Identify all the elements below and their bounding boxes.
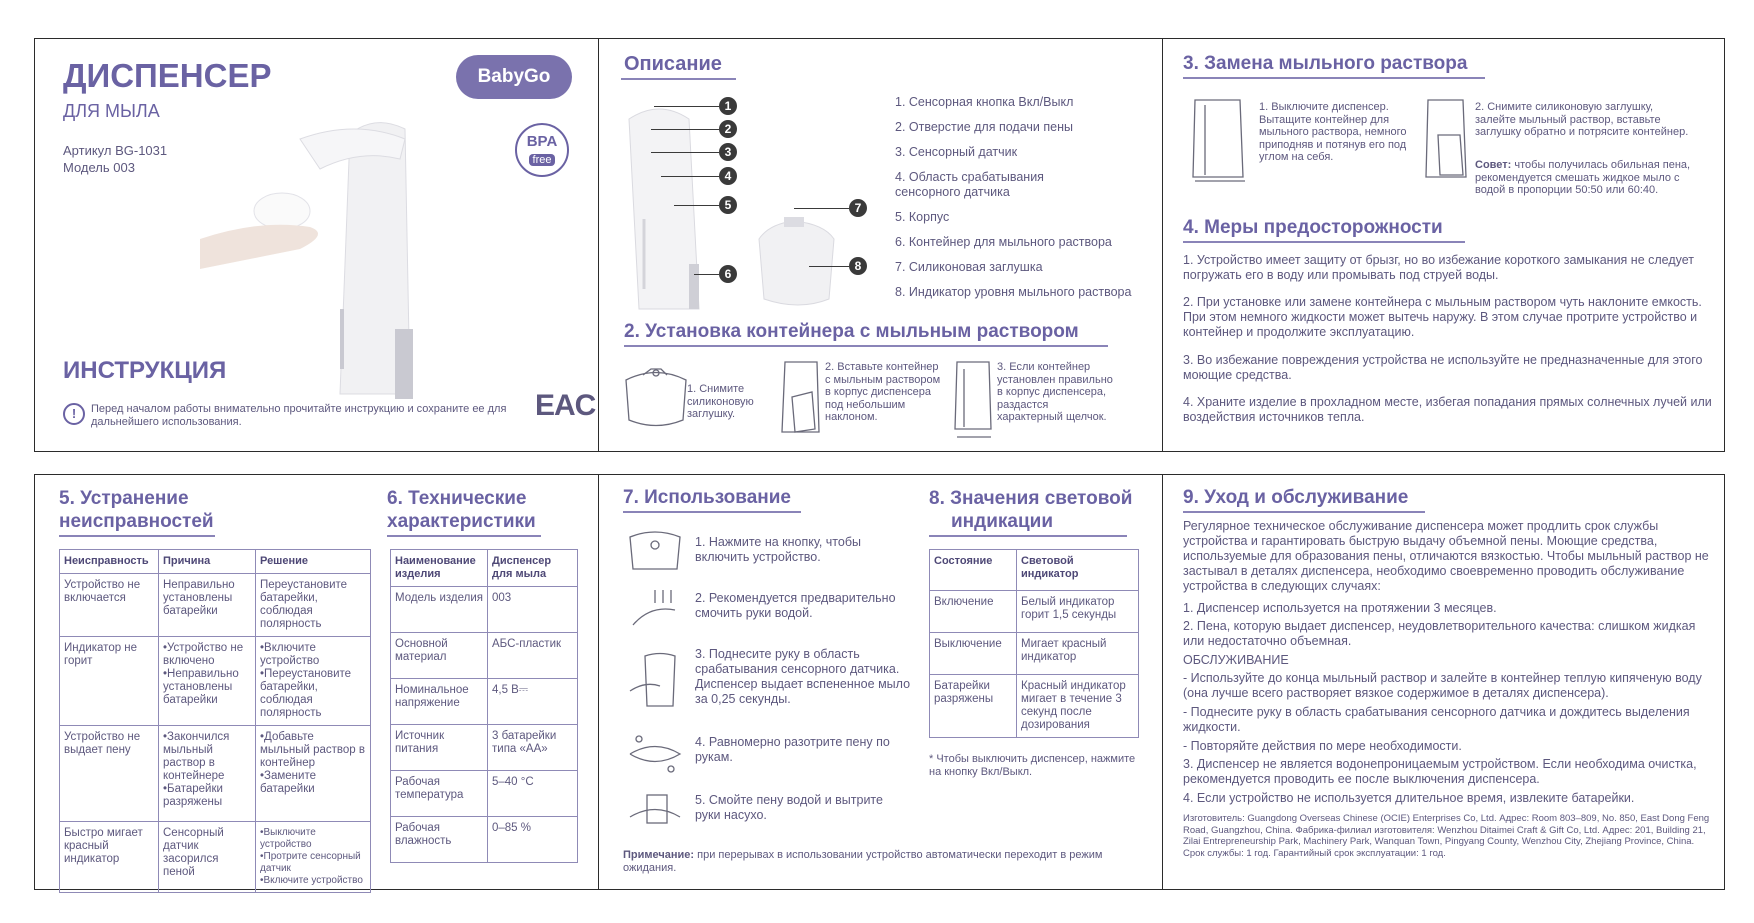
callout-2: 2 [719, 120, 737, 138]
ind-col-light: Световой индикатор [1017, 550, 1139, 591]
troubleshooting-title-line2: неисправностей [59, 511, 214, 532]
leader-2 [651, 129, 719, 130]
service-step-2: - Поднесите руку в область срабатывания сенсорного датчика и дождитесь выделения жидкости. [1183, 705, 1690, 734]
description-title [624, 53, 736, 80]
install-underline [624, 345, 1108, 347]
specs-underline [387, 535, 541, 537]
safety-4: 4. Храните изделие в прохладном месте, избегая попадания прямых солнечных лучей или воздействия источников тепла. [1183, 395, 1712, 424]
callout-6: 6 [719, 265, 737, 283]
care-panel [1162, 474, 1725, 890]
troubleshooting-table [59, 549, 371, 893]
cell: АБС-пластик [488, 633, 578, 679]
cell: Рабочая температура [391, 771, 488, 817]
eac-mark: EAC [535, 389, 596, 422]
safety-3: 3. Во избежание повреждения устройства не используйте не предназначенные для этого моющие средства. [1183, 353, 1703, 382]
specs-title-line1: 6. Технические [387, 488, 527, 509]
manufacturer-info: Изготовитель: Guangdong Overseas Chinese (OCIE) Enterprises Co, Ltd. Адрес: Room 803–809, No. 850, East Dong Feng Road, Guangzhou, China. Фабрика-филиал изготовителя: Wenzhou Ditaimei Craft & Gift Co, Ltd. Адрес: 201, Building 21, Zilai Entrepreneurship Park, Machinery Park, Wanquan Town, Pingyang County, Wenzhou City, Zhejiang Province, China. Срок службы: 1 год. Гарантийный срок эксплуатации: 1 год. [1183, 813, 1710, 859]
replacement-tip [1475, 159, 1695, 197]
usage-title [623, 487, 801, 513]
usage-title-text: 7. Использование [623, 487, 792, 508]
warning-icon: ! [63, 403, 85, 425]
table-row [930, 675, 1139, 738]
care-intro: Регулярное техническое обслуживание диспенсера может продлить срок службы устройства и гарантировать быструю выдачу объемной пены. Моющие средства, используемые для образования пены, отличаются вязкостью. Чтобы мыльный раствор не застывал в деталях диспенсера, необходимо своевременно проводить обслуживание устройства в следующих случаях: [1183, 519, 1709, 593]
part-8: 8. Индикатор уровня мыльного раствора [895, 285, 1132, 299]
usage-step3-illustration [625, 651, 685, 711]
callout-5: 5 [719, 196, 737, 214]
replacement-underline [1183, 77, 1485, 79]
service-label: ОБСЛУЖИВАНИЕ [1183, 653, 1289, 667]
indicator-note: * Чтобы выключить диспенсер, нажмите на кнопку Вкл/Выкл. [929, 753, 1136, 778]
spec-col-name: Наименование изделия [391, 550, 488, 587]
cell: Мигает красный индикатор [1017, 633, 1139, 675]
cell: Номинальное напряжение [391, 679, 488, 725]
bpa-free-badge [515, 123, 569, 177]
install-step3-illustration [949, 357, 999, 441]
indicator-title-line1: 8. Значения световой [929, 488, 1133, 509]
install-step1-illustration [621, 365, 691, 433]
usage-step4: 4. Равномерно разотрите пену по рукам. [695, 735, 890, 764]
replacement-step2: 2. Снимите силиконовую заглушку, залейте мыльный раствор, вставьте заглушку обратно и потрясите контейнер. [1475, 101, 1689, 138]
usage-step4-illustration [625, 729, 685, 779]
care-point-3: 3. Диспенсер не является водонепроницаемым устройством. Если необходима очистка, рекомендуется проводить ее после выключения диспенсера. [1183, 757, 1697, 786]
col-solution: Решение [256, 550, 371, 574]
usage-step2-illustration [625, 585, 685, 635]
tip-text: чтобы получилась обильная пена, рекомендуется смешать жидкое мыло с водой в пропорции 50:50 или 60:40. [1475, 159, 1691, 196]
product-title: ДИСПЕНСЕР [63, 57, 272, 94]
leader-4 [661, 176, 719, 177]
article-number: Артикул BG-1031 [63, 143, 168, 158]
callout-4: 4 [719, 167, 737, 185]
cell: Источник питания [391, 725, 488, 771]
cell: •Закончился мыльный раствор в контейнере •Батарейки разряжены [159, 726, 256, 822]
cell: 3 батарейки типа «AA» [488, 725, 578, 771]
description-panel [598, 38, 1163, 452]
dispenser-diagram [619, 99, 859, 349]
cell: Белый индикатор горит 1,5 секунды [1017, 591, 1139, 633]
callout-8: 8 [849, 257, 867, 275]
indicator-underline [929, 535, 1127, 537]
cell: 0–85 % [488, 817, 578, 863]
cell: •Включите устройство •Переустановите батарейки, соблюдая полярность [256, 637, 371, 726]
specs-title-line2: характеристики [387, 511, 536, 532]
table-row [60, 574, 371, 637]
usage-step2: 2. Рекомендуется предварительно смочить руки водой. [695, 591, 896, 620]
cell: •Устройство не включено •Неправильно установлены батарейки [159, 637, 256, 726]
part-4: 4. Область срабатывания сенсорного датчика [895, 170, 1044, 199]
install-step2: 2. Вставьте контейнер с мыльным раствором в корпус диспенсера под небольшим наклоном. [825, 361, 941, 423]
install-title [624, 321, 1108, 347]
usage-step5: 5. Смойте пену водой и вытрите руки насухо. [695, 793, 883, 822]
cell: •Добавьте мыльный раствор в контейнер •Замените батарейки [256, 726, 371, 822]
care-underline [1183, 511, 1425, 513]
safety-title-text: 4. Меры предосторожности [1183, 217, 1443, 238]
install-step3: 3. Если контейнер установлен правильно в корпус диспенсера, раздастся характерный щелчок. [997, 361, 1113, 423]
cover-panel [34, 38, 599, 452]
callout-3: 3 [719, 143, 737, 161]
usage-step1: 1. Нажмите на кнопку, чтобы включить устройство. [695, 535, 861, 564]
service-step-1: - Используйте до конца мыльный раствор и залейте в контейнер теплую кипяченую воду (она лучше всего растворяет вязкое содержимое в деталях диспенсера). [1183, 671, 1702, 700]
part-3: 3. Сенсорный датчик [895, 145, 1018, 159]
install-step2-illustration [777, 357, 827, 437]
troubleshooting-panel [34, 474, 599, 890]
table-row [60, 726, 371, 822]
table-row [60, 637, 371, 726]
cell: Рабочая влажность [391, 817, 488, 863]
description-title-text: Описание [624, 53, 722, 75]
title-underline [621, 78, 736, 80]
instructions-title: ИНСТРУКЦИЯ [63, 357, 227, 384]
usage-underline [623, 511, 801, 513]
indicator-title [929, 487, 1132, 537]
cell: Неправильно установлены батарейки [159, 574, 256, 637]
cell: Основной материал [391, 633, 488, 679]
callout-1: 1 [719, 97, 737, 115]
leader-3 [651, 152, 719, 153]
table-row [391, 679, 578, 725]
specs-table [390, 549, 578, 863]
replacement-step1: 1. Выключите диспенсер. Вытащите контейнер для мыльного раствора, немного приподняв и потянув его под углом на себя. [1259, 101, 1407, 163]
usage-step1-illustration [625, 529, 685, 575]
tip-label: Совет: [1475, 159, 1512, 171]
note-label: Примечание: [623, 849, 695, 861]
cell: Устройство не включается [60, 574, 159, 637]
part-1: 1. Сенсорная кнопка Вкл/Выкл [895, 95, 1074, 109]
bpa-bottom: free [529, 154, 556, 166]
replacement-panel [1162, 38, 1725, 452]
care-title-text: 9. Уход и обслуживание [1183, 487, 1409, 508]
cell: Устройство не выдает пену [60, 726, 159, 822]
logo-text: BabyGo [477, 66, 551, 87]
troubleshooting-title-line1: 5. Устранение [59, 488, 189, 509]
babygo-logo [456, 55, 572, 99]
cell: Быстро мигает красный индикатор [60, 822, 159, 893]
replacement-title [1183, 53, 1485, 79]
install-title-text: 2. Установка контейнера с мыльным раствором [624, 321, 1079, 342]
note-text: при перерывах в использовании устройство автоматически переходит в режим ожидания. [623, 849, 1103, 874]
warning-text: Перед началом работы внимательно прочитайте инструкцию и сохраните ее для дальнейшего использования. [91, 403, 507, 428]
cell: Включение [930, 591, 1017, 633]
callout-7: 7 [849, 199, 867, 217]
usage-note [623, 849, 1133, 874]
part-5: 5. Корпус [895, 210, 950, 224]
leader-1 [654, 106, 719, 107]
part-6: 6. Контейнер для мыльного раствора [895, 235, 1112, 249]
leader-6 [694, 274, 719, 275]
part-7: 7. Силиконовая заглушка [895, 260, 1043, 274]
usage-step3: 3. Поднесите руку в область срабатывания сенсорного датчика. Диспенсер выдает вспененное мыло за 0,25 секунды. [695, 647, 911, 706]
care-case-2: 2. Пена, которую выдает диспенсер, неудовлетворительного качества: слишком жидкая или недостаточно объемная. [1183, 619, 1696, 648]
safety-underline [1183, 241, 1465, 243]
indicator-header-row [930, 550, 1139, 591]
table-header-row [60, 550, 371, 574]
table-row [391, 817, 578, 863]
service-step-3: - Повторяйте действия по мере необходимости. [1183, 739, 1462, 753]
model-number: Модель 003 [63, 160, 135, 175]
install-step1: 1. Снимите силиконовую заглушку. [687, 383, 754, 420]
safety-1: 1. Устройство имеет защиту от брызг, но во избежание короткого замыкания не следует погружать его в воду или промывать под струей воды. [1183, 253, 1695, 282]
leader-8 [809, 266, 849, 267]
care-title [1183, 487, 1425, 513]
specs-title [387, 487, 541, 537]
indicator-table [929, 549, 1139, 738]
cell: 003 [488, 587, 578, 633]
table-row [391, 587, 578, 633]
usage-step5-illustration [625, 787, 685, 837]
table-row [391, 771, 578, 817]
part-2: 2. Отверстие для подачи пены [895, 120, 1073, 134]
product-illustration [200, 99, 480, 429]
cell: •Выключите устройство •Протрите сенсорный датчик •Включите устройство [256, 822, 371, 893]
care-point-4: 4. Если устройство не используется длительное время, извлеките батарейки. [1183, 791, 1635, 805]
product-subtitle: ДЛЯ МЫЛА [63, 101, 160, 121]
troubleshooting-underline [59, 535, 215, 537]
cell: Красный индикатор мигает в течение 3 секунд после дозирования [1017, 675, 1139, 738]
cell: 4,5 В⎓ [488, 679, 578, 725]
cell: Индикатор не горит [60, 637, 159, 726]
spec-col-value: Диспенсер для мыла [488, 550, 578, 587]
ind-col-state: Состояние [930, 550, 1017, 591]
col-cause: Причина [159, 550, 256, 574]
safety-title [1183, 217, 1465, 243]
leader-5 [674, 205, 719, 206]
cell: Модель изделия [391, 587, 488, 633]
indicator-title-line2: индикации [951, 511, 1054, 532]
replacement-step1-illustration [1185, 95, 1255, 185]
table-row [930, 633, 1139, 675]
replacement-step2-illustration [1418, 95, 1478, 185]
cell: Переустановите батарейки, соблюдая полярность [256, 574, 371, 637]
leader-7 [794, 208, 849, 209]
care-case-1: 1. Диспенсер используется на протяжении 3 месяцев. [1183, 601, 1497, 615]
usage-panel [598, 474, 1163, 890]
cell: 5–40 °C [488, 771, 578, 817]
col-fault: Неисправность [60, 550, 159, 574]
cell: Выключение [930, 633, 1017, 675]
table-row [60, 822, 371, 893]
cell: Сенсорный датчик засорился пеной [159, 822, 256, 893]
safety-2: 2. При установке или замене контейнера с мыльным раствором чуть наклоните емкость. При этом немного жидкости может вытечь наружу. В этом случае протрите устройство и контейнер и продолжите эксплуатацию. [1183, 295, 1702, 339]
cell: Батарейки разряжены [930, 675, 1017, 738]
table-row [391, 633, 578, 679]
table-row [930, 591, 1139, 633]
troubleshooting-title [59, 487, 215, 537]
bpa-top: BPA [526, 133, 558, 150]
replacement-title-text: 3. Замена мыльного раствора [1183, 53, 1468, 74]
specs-header-row [391, 550, 578, 587]
table-row [391, 725, 578, 771]
